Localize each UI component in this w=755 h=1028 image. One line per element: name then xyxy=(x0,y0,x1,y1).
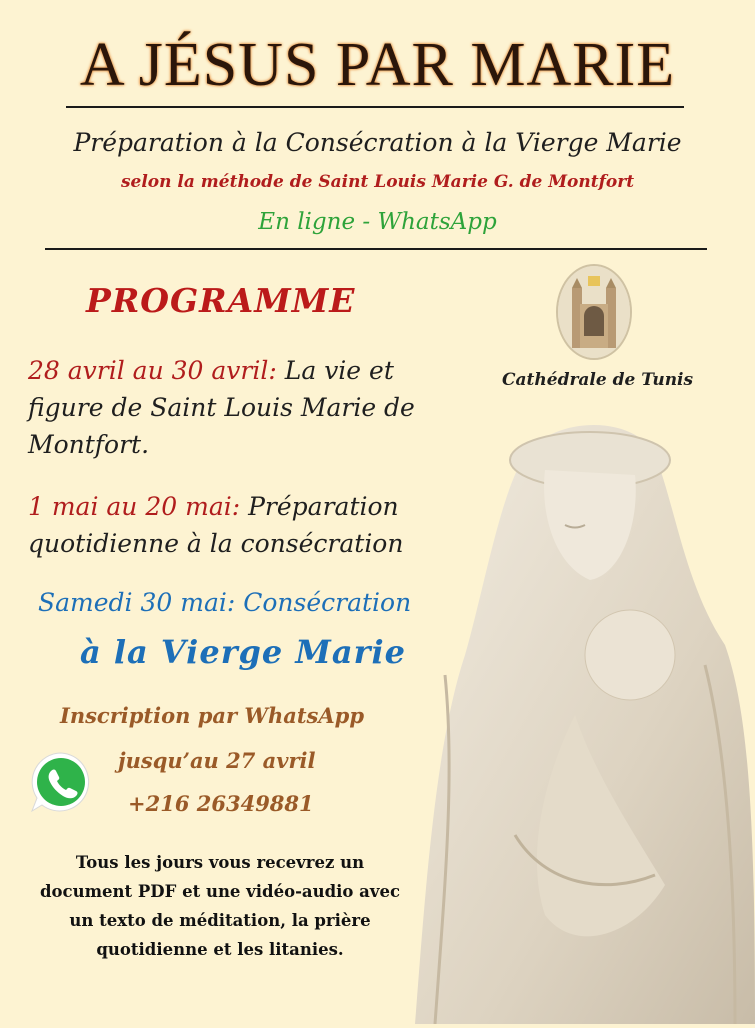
programme-item-text: La vie et figure de Saint Louis Marie de Montfort. xyxy=(28,356,415,459)
header-divider xyxy=(45,248,707,250)
deadline-line: jusqu’au 27 avril xyxy=(118,748,316,773)
method-line: selon la méthode de Saint Louis Marie G. de Montfort xyxy=(120,172,635,192)
programme-item-date: 28 avril au 30 avril: xyxy=(28,356,277,385)
programme-item-2 xyxy=(28,488,428,562)
programme-item-1 xyxy=(28,352,428,463)
virgin-and-child-statue xyxy=(405,415,755,1028)
info-note: Tous les jours vous recevrez un document PDF et une vidéo-audio avec un texto de méditation, la prière quotidienne et les litanies. xyxy=(40,853,400,959)
inscription-line: Inscription par WhatsApp xyxy=(60,703,364,728)
cathedral-image xyxy=(556,264,632,360)
subtitle: Préparation à la Consécration à la Vierge Marie xyxy=(73,128,682,157)
title-divider xyxy=(66,106,684,108)
programme-item-date: 1 mai au 20 mai: xyxy=(28,492,241,521)
phone-number[interactable]: +216 26349881 xyxy=(128,791,314,816)
page-title: A JÉSUS PAR MARIE xyxy=(79,31,676,99)
consecration-date: Samedi 30 mai: Consécration xyxy=(38,588,412,617)
programme-heading: PROGRAMME xyxy=(86,281,356,320)
whatsapp-icon[interactable] xyxy=(27,749,95,821)
cathedral-label: Cathédrale de Tunis xyxy=(502,370,694,390)
online-line: En ligne - WhatsApp xyxy=(258,209,497,235)
programme-item-text: Préparation quotidienne à la consécration xyxy=(28,492,404,558)
consecration-title: à la Vierge Marie xyxy=(80,633,406,671)
